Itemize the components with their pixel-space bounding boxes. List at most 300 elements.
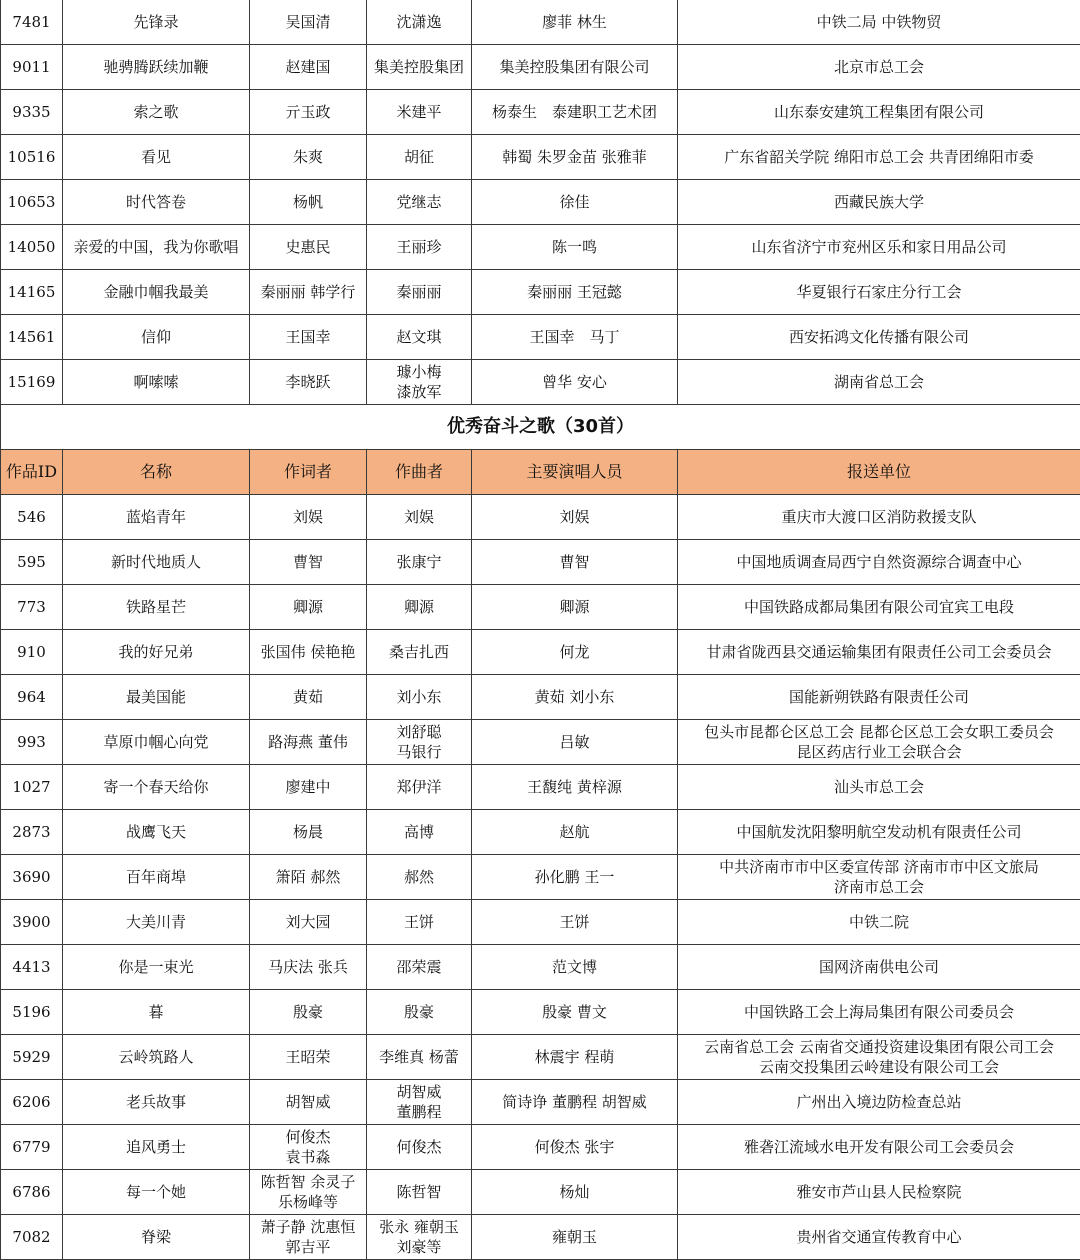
cell-lyricist (250, 45, 367, 90)
cell-composer (367, 765, 472, 810)
cell-lyricist-line: 胡智威 (251, 1092, 365, 1112)
cell-singers (472, 630, 678, 675)
cell-composer-line: 秦丽丽 (368, 282, 470, 302)
cell-unit (678, 315, 1080, 360)
table-row (1, 675, 1080, 720)
cell-id: 6206 (1, 1080, 63, 1125)
cell-unit (678, 945, 1080, 990)
cell-singers (472, 495, 678, 540)
cell-unit-line: 中国铁路工会上海局集团有限公司委员会 (679, 1002, 1079, 1022)
cell-name: 老兵故事 (63, 1080, 250, 1125)
cell-id: 910 (1, 630, 63, 675)
table-row (1, 315, 1080, 360)
cell-unit-line: 山东省济宁市兖州区乐和家日用品公司 (679, 237, 1079, 257)
cell-lyricist-line: 马庆法 张兵 (251, 957, 365, 977)
cell-composer-line: 胡征 (368, 147, 470, 167)
cell-composer-line: 卿源 (368, 597, 470, 617)
cell-singers-line: 简诗诤 董鹏程 胡智威 (473, 1092, 676, 1112)
cell-singers (472, 585, 678, 630)
cell-unit-line: 云南省总工会 云南省交通投资建设集团有限公司工会 (679, 1037, 1079, 1057)
cell-name: 寄一个春天给你 (63, 765, 250, 810)
cell-lyricist (250, 180, 367, 225)
cell-composer (367, 810, 472, 855)
cell-lyricist (250, 1080, 367, 1125)
cell-id: 3900 (1, 900, 63, 945)
cell-lyricist-line: 史惠民 (251, 237, 365, 257)
cell-singers (472, 675, 678, 720)
cell-singers-line: 林震宇 程萌 (473, 1047, 676, 1067)
cell-unit-line: 中铁二院 (679, 912, 1079, 932)
cell-unit (678, 225, 1080, 270)
cell-lyricist-line: 殷豪 (251, 1002, 365, 1022)
table-row (1, 495, 1080, 540)
cell-lyricist-line: 廖建中 (251, 777, 365, 797)
cell-unit-line: 云南交投集团云岭建设有限公司工会 (679, 1057, 1079, 1077)
cell-composer-line: 李维真 杨蕾 (368, 1047, 470, 1067)
cell-lyricist (250, 630, 367, 675)
cell-composer-line: 刘娱 (368, 507, 470, 527)
cell-lyricist-line: 李晓跃 (251, 372, 365, 392)
cell-lyricist (250, 1215, 367, 1260)
cell-singers (472, 945, 678, 990)
cell-name: 金融巾帼我最美 (63, 270, 250, 315)
cell-composer-line: 赵文琪 (368, 327, 470, 347)
cell-lyricist (250, 990, 367, 1035)
table-row (1, 45, 1080, 90)
cell-id: 773 (1, 585, 63, 630)
cell-unit-line: 西藏民族大学 (679, 192, 1079, 212)
cell-lyricist-line: 路海燕 董伟 (251, 732, 365, 752)
cell-id: 595 (1, 540, 63, 585)
cell-composer (367, 1170, 472, 1215)
cell-singers-line: 曹智 (473, 552, 676, 572)
cell-unit (678, 180, 1080, 225)
cell-lyricist (250, 90, 367, 135)
cell-singers-line: 王国幸 马丁 (473, 327, 676, 347)
cell-composer (367, 495, 472, 540)
cell-lyricist-line: 曹智 (251, 552, 365, 572)
cell-unit-line: 山东泰安建筑工程集团有限公司 (679, 102, 1079, 122)
cell-name: 索之歌 (63, 90, 250, 135)
cell-composer (367, 1035, 472, 1080)
cell-lyricist-line: 卿源 (251, 597, 365, 617)
cell-singers (472, 1080, 678, 1125)
cell-unit-line: 国网济南供电公司 (679, 957, 1079, 977)
cell-lyricist-line: 杨晨 (251, 822, 365, 842)
cell-id: 1027 (1, 765, 63, 810)
cell-name: 啊嗦嗦 (63, 360, 250, 405)
cell-name: 我的好兄弟 (63, 630, 250, 675)
table-row (1, 1035, 1080, 1080)
cell-singers (472, 225, 678, 270)
cell-unit (678, 765, 1080, 810)
cell-composer (367, 45, 472, 90)
table-row (1, 990, 1080, 1035)
cell-lyricist (250, 765, 367, 810)
cell-composer (367, 990, 472, 1035)
cell-lyricist-line: 何俊杰 (251, 1127, 365, 1147)
cell-unit-line: 中国地质调查局西宁自然资源综合调查中心 (679, 552, 1079, 572)
cell-unit (678, 45, 1080, 90)
cell-composer-line: 陈哲智 (368, 1182, 470, 1202)
cell-lyricist (250, 810, 367, 855)
cell-composer-line: 刘舒聪 (368, 722, 470, 742)
cell-lyricist-line: 吴国清 (251, 12, 365, 32)
table-row (1, 270, 1080, 315)
cell-lyricist (250, 540, 367, 585)
cell-singers (472, 0, 678, 45)
cell-composer (367, 675, 472, 720)
cell-singers (472, 315, 678, 360)
table-row (1, 900, 1080, 945)
cell-singers (472, 810, 678, 855)
cell-unit (678, 720, 1080, 765)
cell-composer-line: 张康宁 (368, 552, 470, 572)
cell-composer-line: 邵荣震 (368, 957, 470, 977)
cell-id: 10516 (1, 135, 63, 180)
cell-composer-line: 刘小东 (368, 687, 470, 707)
table-row (1, 1170, 1080, 1215)
cell-singers-line: 曾华 安心 (473, 372, 676, 392)
table-row (1, 540, 1080, 585)
cell-singers-line: 杨泰生 泰建职工艺术团 (473, 102, 676, 122)
cell-id: 6786 (1, 1170, 63, 1215)
cell-singers (472, 990, 678, 1035)
cell-singers (472, 90, 678, 135)
table-header-row (1, 450, 1080, 495)
cell-composer (367, 270, 472, 315)
cell-lyricist-line: 秦丽丽 韩学行 (251, 282, 365, 302)
cell-composer-line: 董鹏程 (368, 1102, 470, 1122)
cell-singers (472, 900, 678, 945)
cell-id: 7481 (1, 0, 63, 45)
cell-unit-line: 济南市总工会 (679, 877, 1079, 897)
section-title-row (1, 405, 1080, 450)
table-row (1, 90, 1080, 135)
cell-composer (367, 90, 472, 135)
cell-id: 546 (1, 495, 63, 540)
cell-unit-line: 中国航发沈阳黎明航空发动机有限责任公司 (679, 822, 1079, 842)
cell-singers (472, 1125, 678, 1170)
cell-id: 7082 (1, 1215, 63, 1260)
cell-name: 铁路星芒 (63, 585, 250, 630)
cell-lyricist-line: 箫陌 郝然 (251, 867, 365, 887)
cell-composer-line: 郝然 (368, 867, 470, 887)
table-row (1, 720, 1080, 765)
cell-id: 5929 (1, 1035, 63, 1080)
cell-lyricist (250, 1035, 367, 1080)
cell-unit (678, 585, 1080, 630)
top-rows (1, 0, 1080, 405)
cell-name: 战鹰飞天 (63, 810, 250, 855)
cell-singers-line: 杨灿 (473, 1182, 676, 1202)
cell-composer-line: 高博 (368, 822, 470, 842)
cell-lyricist-line: 杨帆 (251, 192, 365, 212)
cell-unit-line: 湖南省总工会 (679, 372, 1079, 392)
cell-name: 蓝焰青年 (63, 495, 250, 540)
cell-id: 14165 (1, 270, 63, 315)
cell-singers-line: 雍朝玉 (473, 1227, 676, 1247)
cell-singers (472, 720, 678, 765)
cell-lyricist-line: 乐杨峰等 (251, 1192, 365, 1212)
cell-unit (678, 270, 1080, 315)
cell-name: 云岭筑路人 (63, 1035, 250, 1080)
cell-composer (367, 1215, 472, 1260)
cell-unit-line: 甘肃省陇西县交通运输集团有限责任公司工会委员会 (679, 642, 1079, 662)
cell-name: 驰骋腾跃续加鞭 (63, 45, 250, 90)
cell-name: 草原巾帼心向党 (63, 720, 250, 765)
cell-singers-line: 卿源 (473, 597, 676, 617)
cell-unit-line: 华夏银行石家庄分行工会 (679, 282, 1079, 302)
cell-id: 6779 (1, 1125, 63, 1170)
cell-composer (367, 855, 472, 900)
cell-unit (678, 900, 1080, 945)
cell-unit (678, 855, 1080, 900)
table-row (1, 225, 1080, 270)
cell-unit-line: 中国铁路成都局集团有限公司宜宾工电段 (679, 597, 1079, 617)
cell-unit (678, 1080, 1080, 1125)
table-row (1, 0, 1080, 45)
cell-composer-line: 殷豪 (368, 1002, 470, 1022)
cell-unit-line: 北京市总工会 (679, 57, 1079, 77)
cell-unit-line: 贵州省交通宣传教育中心 (679, 1227, 1079, 1247)
cell-singers-line: 吕敏 (473, 732, 676, 752)
cell-singers-line: 王饼 (473, 912, 676, 932)
table-row (1, 945, 1080, 990)
table-row (1, 810, 1080, 855)
cell-lyricist (250, 225, 367, 270)
header-name: 名称 (63, 450, 250, 495)
cell-lyricist (250, 315, 367, 360)
cell-lyricist-line: 王昭荣 (251, 1047, 365, 1067)
cell-composer (367, 1125, 472, 1170)
cell-composer (367, 540, 472, 585)
table-row (1, 585, 1080, 630)
cell-singers-line: 何俊杰 张宇 (473, 1137, 676, 1157)
cell-composer-line: 璩小梅 (368, 362, 470, 382)
cell-composer (367, 225, 472, 270)
cell-unit (678, 675, 1080, 720)
main-rows (1, 495, 1080, 1260)
cell-composer-line: 何俊杰 (368, 1137, 470, 1157)
cell-singers-line: 王馥纯 黄梓源 (473, 777, 676, 797)
cell-lyricist-line: 亓玉政 (251, 102, 365, 122)
cell-singers-line: 徐佳 (473, 192, 676, 212)
cell-unit (678, 495, 1080, 540)
cell-composer (367, 180, 472, 225)
cell-composer (367, 360, 472, 405)
cell-unit (678, 540, 1080, 585)
cell-id: 2873 (1, 810, 63, 855)
cell-composer-line: 胡智威 (368, 1082, 470, 1102)
cell-name: 先锋录 (63, 0, 250, 45)
cell-unit-line: 中共济南市市中区委宣传部 济南市市中区文旅局 (679, 857, 1079, 877)
cell-unit (678, 1215, 1080, 1260)
table-row (1, 765, 1080, 810)
cell-composer (367, 135, 472, 180)
cell-id: 5196 (1, 990, 63, 1035)
cell-composer (367, 315, 472, 360)
cell-lyricist-line: 陈哲智 余灵子 (251, 1172, 365, 1192)
cell-id: 4413 (1, 945, 63, 990)
cell-lyricist-line: 刘娱 (251, 507, 365, 527)
header-unit: 报送单位 (678, 450, 1080, 495)
cell-id: 14050 (1, 225, 63, 270)
cell-composer-line: 王丽珍 (368, 237, 470, 257)
cell-unit (678, 1125, 1080, 1170)
cell-name: 追风勇士 (63, 1125, 250, 1170)
cell-unit (678, 1170, 1080, 1215)
cell-singers-line: 殷豪 曹文 (473, 1002, 676, 1022)
cell-composer-line: 漆放军 (368, 382, 470, 402)
cell-singers-line: 韩蜀 朱罗金苗 张雅菲 (473, 147, 676, 167)
cell-composer (367, 720, 472, 765)
cell-lyricist (250, 945, 367, 990)
cell-unit-line: 广州出入境边防检查总站 (679, 1092, 1079, 1112)
cell-lyricist (250, 1125, 367, 1170)
cell-singers (472, 765, 678, 810)
table-row (1, 135, 1080, 180)
cell-unit (678, 90, 1080, 135)
cell-unit-line: 汕头市总工会 (679, 777, 1079, 797)
cell-singers-line: 赵航 (473, 822, 676, 842)
cell-name: 大美川青 (63, 900, 250, 945)
cell-composer-line: 桑吉扎西 (368, 642, 470, 662)
cell-name: 时代答卷 (63, 180, 250, 225)
table-row (1, 180, 1080, 225)
cell-composer (367, 585, 472, 630)
cell-lyricist-line: 赵建国 (251, 57, 365, 77)
table-row (1, 360, 1080, 405)
cell-lyricist (250, 360, 367, 405)
cell-lyricist (250, 900, 367, 945)
cell-lyricist (250, 495, 367, 540)
cell-id: 9335 (1, 90, 63, 135)
header-id: 作品ID (1, 450, 63, 495)
cell-composer-line: 张永 雍朝玉 (368, 1217, 470, 1237)
cell-unit (678, 990, 1080, 1035)
cell-singers-line: 何龙 (473, 642, 676, 662)
table-row (1, 1215, 1080, 1260)
cell-name: 亲爱的中国，我为你歌唱 (63, 225, 250, 270)
cell-name: 最美国能 (63, 675, 250, 720)
cell-name: 新时代地质人 (63, 540, 250, 585)
cell-lyricist (250, 0, 367, 45)
header-singers: 主要演唱人员 (472, 450, 678, 495)
cell-singers (472, 1215, 678, 1260)
cell-singers-line: 陈一鸣 (473, 237, 676, 257)
table-row (1, 630, 1080, 675)
cell-unit (678, 135, 1080, 180)
cell-singers-line: 孙化鹏 王一 (473, 867, 676, 887)
cell-lyricist-line: 王国幸 (251, 327, 365, 347)
cell-lyricist-line: 萧子静 沈惠恒 (251, 1217, 365, 1237)
cell-singers-line: 范文博 (473, 957, 676, 977)
cell-composer (367, 630, 472, 675)
cell-composer-line: 沈潇逸 (368, 12, 470, 32)
cell-singers (472, 45, 678, 90)
cell-singers-line: 秦丽丽 王冠懿 (473, 282, 676, 302)
header-composer: 作曲者 (367, 450, 472, 495)
cell-composer (367, 945, 472, 990)
cell-lyricist (250, 855, 367, 900)
table-row (1, 1080, 1080, 1125)
cell-unit-line: 昆区药店行业工会联合会 (679, 742, 1079, 762)
cell-lyricist (250, 135, 367, 180)
cell-unit (678, 0, 1080, 45)
cell-singers (472, 180, 678, 225)
table-row (1, 855, 1080, 900)
cell-unit (678, 810, 1080, 855)
cell-lyricist (250, 1170, 367, 1215)
cell-unit-line: 西安拓鸿文化传播有限公司 (679, 327, 1079, 347)
cell-unit-line: 雅安市芦山县人民检察院 (679, 1182, 1079, 1202)
cell-name: 每一个她 (63, 1170, 250, 1215)
cell-composer-line: 党继志 (368, 192, 470, 212)
cell-singers (472, 540, 678, 585)
cell-composer-line: 王饼 (368, 912, 470, 932)
cell-unit (678, 360, 1080, 405)
cell-id: 3690 (1, 855, 63, 900)
cell-unit-line: 雅砻江流域水电开发有限公司工会委员会 (679, 1137, 1079, 1157)
cell-composer-line: 马银行 (368, 742, 470, 762)
cell-singers (472, 135, 678, 180)
cell-name: 暮 (63, 990, 250, 1035)
cell-id: 15169 (1, 360, 63, 405)
cell-name: 百年商埠 (63, 855, 250, 900)
cell-name: 看见 (63, 135, 250, 180)
cell-unit (678, 630, 1080, 675)
cell-id: 10653 (1, 180, 63, 225)
cell-singers (472, 855, 678, 900)
cell-singers (472, 270, 678, 315)
cell-lyricist-line: 刘大园 (251, 912, 365, 932)
cell-unit-line: 国能新朔铁路有限责任公司 (679, 687, 1079, 707)
cell-composer (367, 0, 472, 45)
cell-lyricist-line: 郭吉平 (251, 1237, 365, 1257)
cell-composer-line: 米建平 (368, 102, 470, 122)
cell-singers-line: 刘娱 (473, 507, 676, 527)
cell-id: 993 (1, 720, 63, 765)
cell-composer-line: 郑伊洋 (368, 777, 470, 797)
cell-lyricist (250, 720, 367, 765)
section-title: 优秀奋斗之歌（30首） (1, 405, 1080, 450)
cell-id: 964 (1, 675, 63, 720)
cell-composer (367, 1080, 472, 1125)
cell-singers (472, 360, 678, 405)
cell-name: 你是一束光 (63, 945, 250, 990)
cell-singers (472, 1170, 678, 1215)
cell-lyricist (250, 675, 367, 720)
cell-unit-line: 包头市昆都仑区总工会 昆都仑区总工会女职工委员会 (679, 722, 1079, 742)
cell-lyricist (250, 270, 367, 315)
cell-singers-line: 廖菲 林生 (473, 12, 676, 32)
cell-composer-line: 集美控股集团 (368, 57, 470, 77)
cell-lyricist (250, 585, 367, 630)
cell-singers (472, 1035, 678, 1080)
cell-unit-line: 广东省韶关学院 绵阳市总工会 共青团绵阳市委 (679, 147, 1079, 167)
cell-composer (367, 900, 472, 945)
cell-id: 9011 (1, 45, 63, 90)
cell-lyricist-line: 袁书淼 (251, 1147, 365, 1167)
cell-unit-line: 中铁二局 中铁物贸 (679, 12, 1079, 32)
cell-singers-line: 黄茹 刘小东 (473, 687, 676, 707)
cell-id: 14561 (1, 315, 63, 360)
cell-lyricist-line: 张国伟 侯艳艳 (251, 642, 365, 662)
cell-unit-line: 重庆市大渡口区消防救援支队 (679, 507, 1079, 527)
cell-lyricist-line: 黄茹 (251, 687, 365, 707)
cell-unit (678, 1035, 1080, 1080)
